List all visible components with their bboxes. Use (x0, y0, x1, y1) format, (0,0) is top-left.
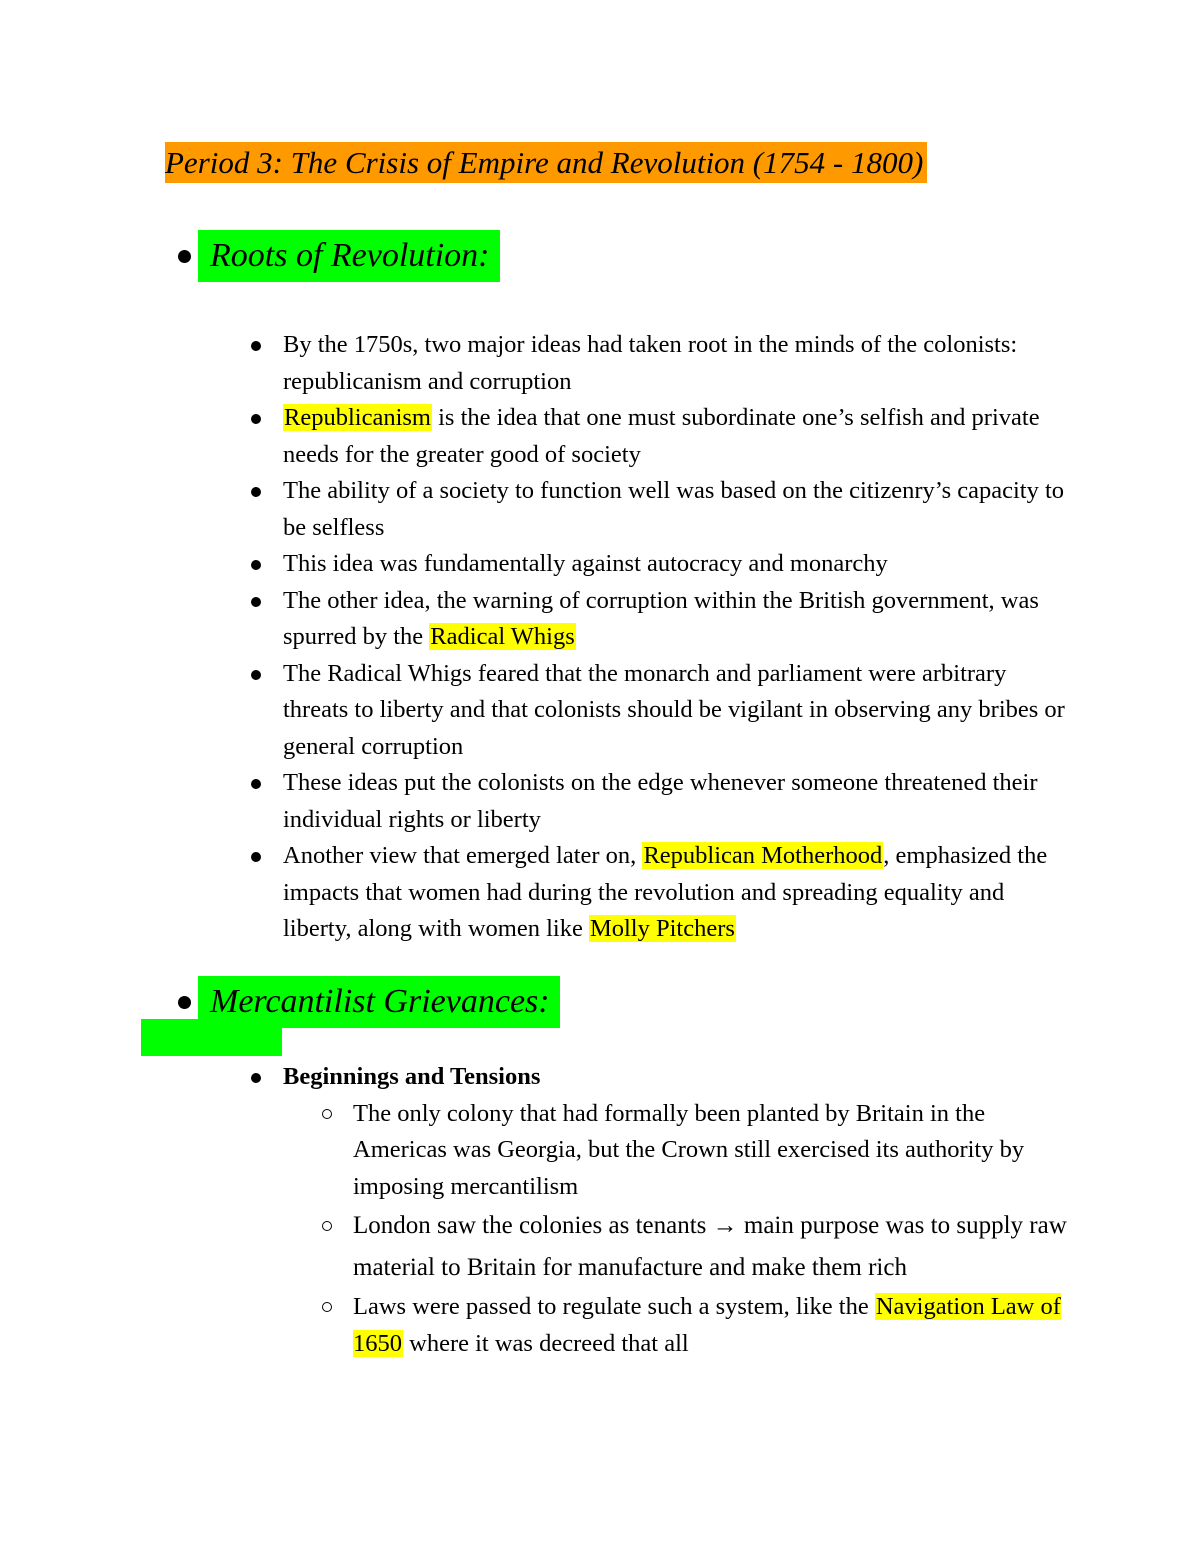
page-title: Period 3: The Crisis of Empire and Revolution (1754 - 1800) (165, 142, 927, 183)
subheading: Beginnings and Tensions (283, 1063, 541, 1090)
list-item (353, 1289, 1073, 1362)
list-item-text: The other idea, the warning of corruption within the British government, was spurred by the (283, 586, 1039, 650)
list-item-text: is the idea that one must subordinate one’s selfish and private needs for the greater good of society (283, 404, 1040, 468)
highlighted-term: Republican Motherhood (643, 842, 883, 869)
list-item (283, 656, 1073, 766)
list-item (353, 1096, 1073, 1206)
highlighted-term: Republicanism (284, 404, 431, 431)
list-item-text: These ideas put the colonists on the edge whenever someone threatened their individual rights or liberty (283, 769, 1038, 833)
list-item-text: Another view that emerged later on, (283, 842, 643, 869)
list-item-text: , emphasized the impacts that women had during the revolution and spreading equality and liberty, along with women like (283, 842, 1048, 942)
highlighted-term: Navigation Law of 1650 (353, 1293, 1061, 1357)
list-item (283, 838, 1073, 948)
bullet-list-roots (283, 327, 1073, 948)
list-item-text: This idea was fundamentally against autocracy and monarchy (283, 550, 888, 577)
list-item-text: Laws were passed to regulate such a system, like the (353, 1293, 875, 1320)
list-item (283, 583, 1073, 656)
list-item-text: The ability of a society to function well was based on the citizenry’s capacity to be selfless (283, 477, 1065, 541)
list-item (283, 765, 1073, 838)
bullet-dot-icon (178, 996, 191, 1009)
list-item-text: The Radical Whigs feared that the monarch and parliament were arbitrary threats to liberty and that colonists should be vigilant in observing any bribes or general corruption (283, 659, 1065, 760)
section-heading-label: Roots of Revolution: (198, 230, 500, 282)
list-item-text: By the 1750s, two major ideas had taken root in the minds of the colonists: republicanism and corruption (283, 331, 1018, 395)
highlighted-term: Radical Whigs (430, 623, 575, 650)
list-item (283, 546, 1073, 583)
section-heading-label: Mercantilist Grievances: (198, 976, 560, 1028)
list-item (283, 400, 1073, 473)
highlighted-term: Molly Pitchers (589, 915, 735, 942)
list-item (353, 1205, 1073, 1289)
list-item-text: London saw the colonies as tenants → main purpose was to supply raw material to Britain for manufacture and make them rich (353, 1212, 1067, 1281)
list-item-text: where it was decreed that all (403, 1329, 689, 1357)
list-item (283, 327, 1073, 400)
bullet-list-mercantilist (283, 1059, 1073, 1362)
list-item-text: The only colony that had formally been planted by Britain in the Americas was Georgia, but the Crown still exercised its authority by imposing mercantilism (353, 1099, 1025, 1200)
list-item (283, 1059, 1073, 1362)
bullet-dot-icon (178, 250, 191, 263)
sub-bullet-list (283, 1096, 1073, 1363)
list-item (283, 473, 1073, 546)
